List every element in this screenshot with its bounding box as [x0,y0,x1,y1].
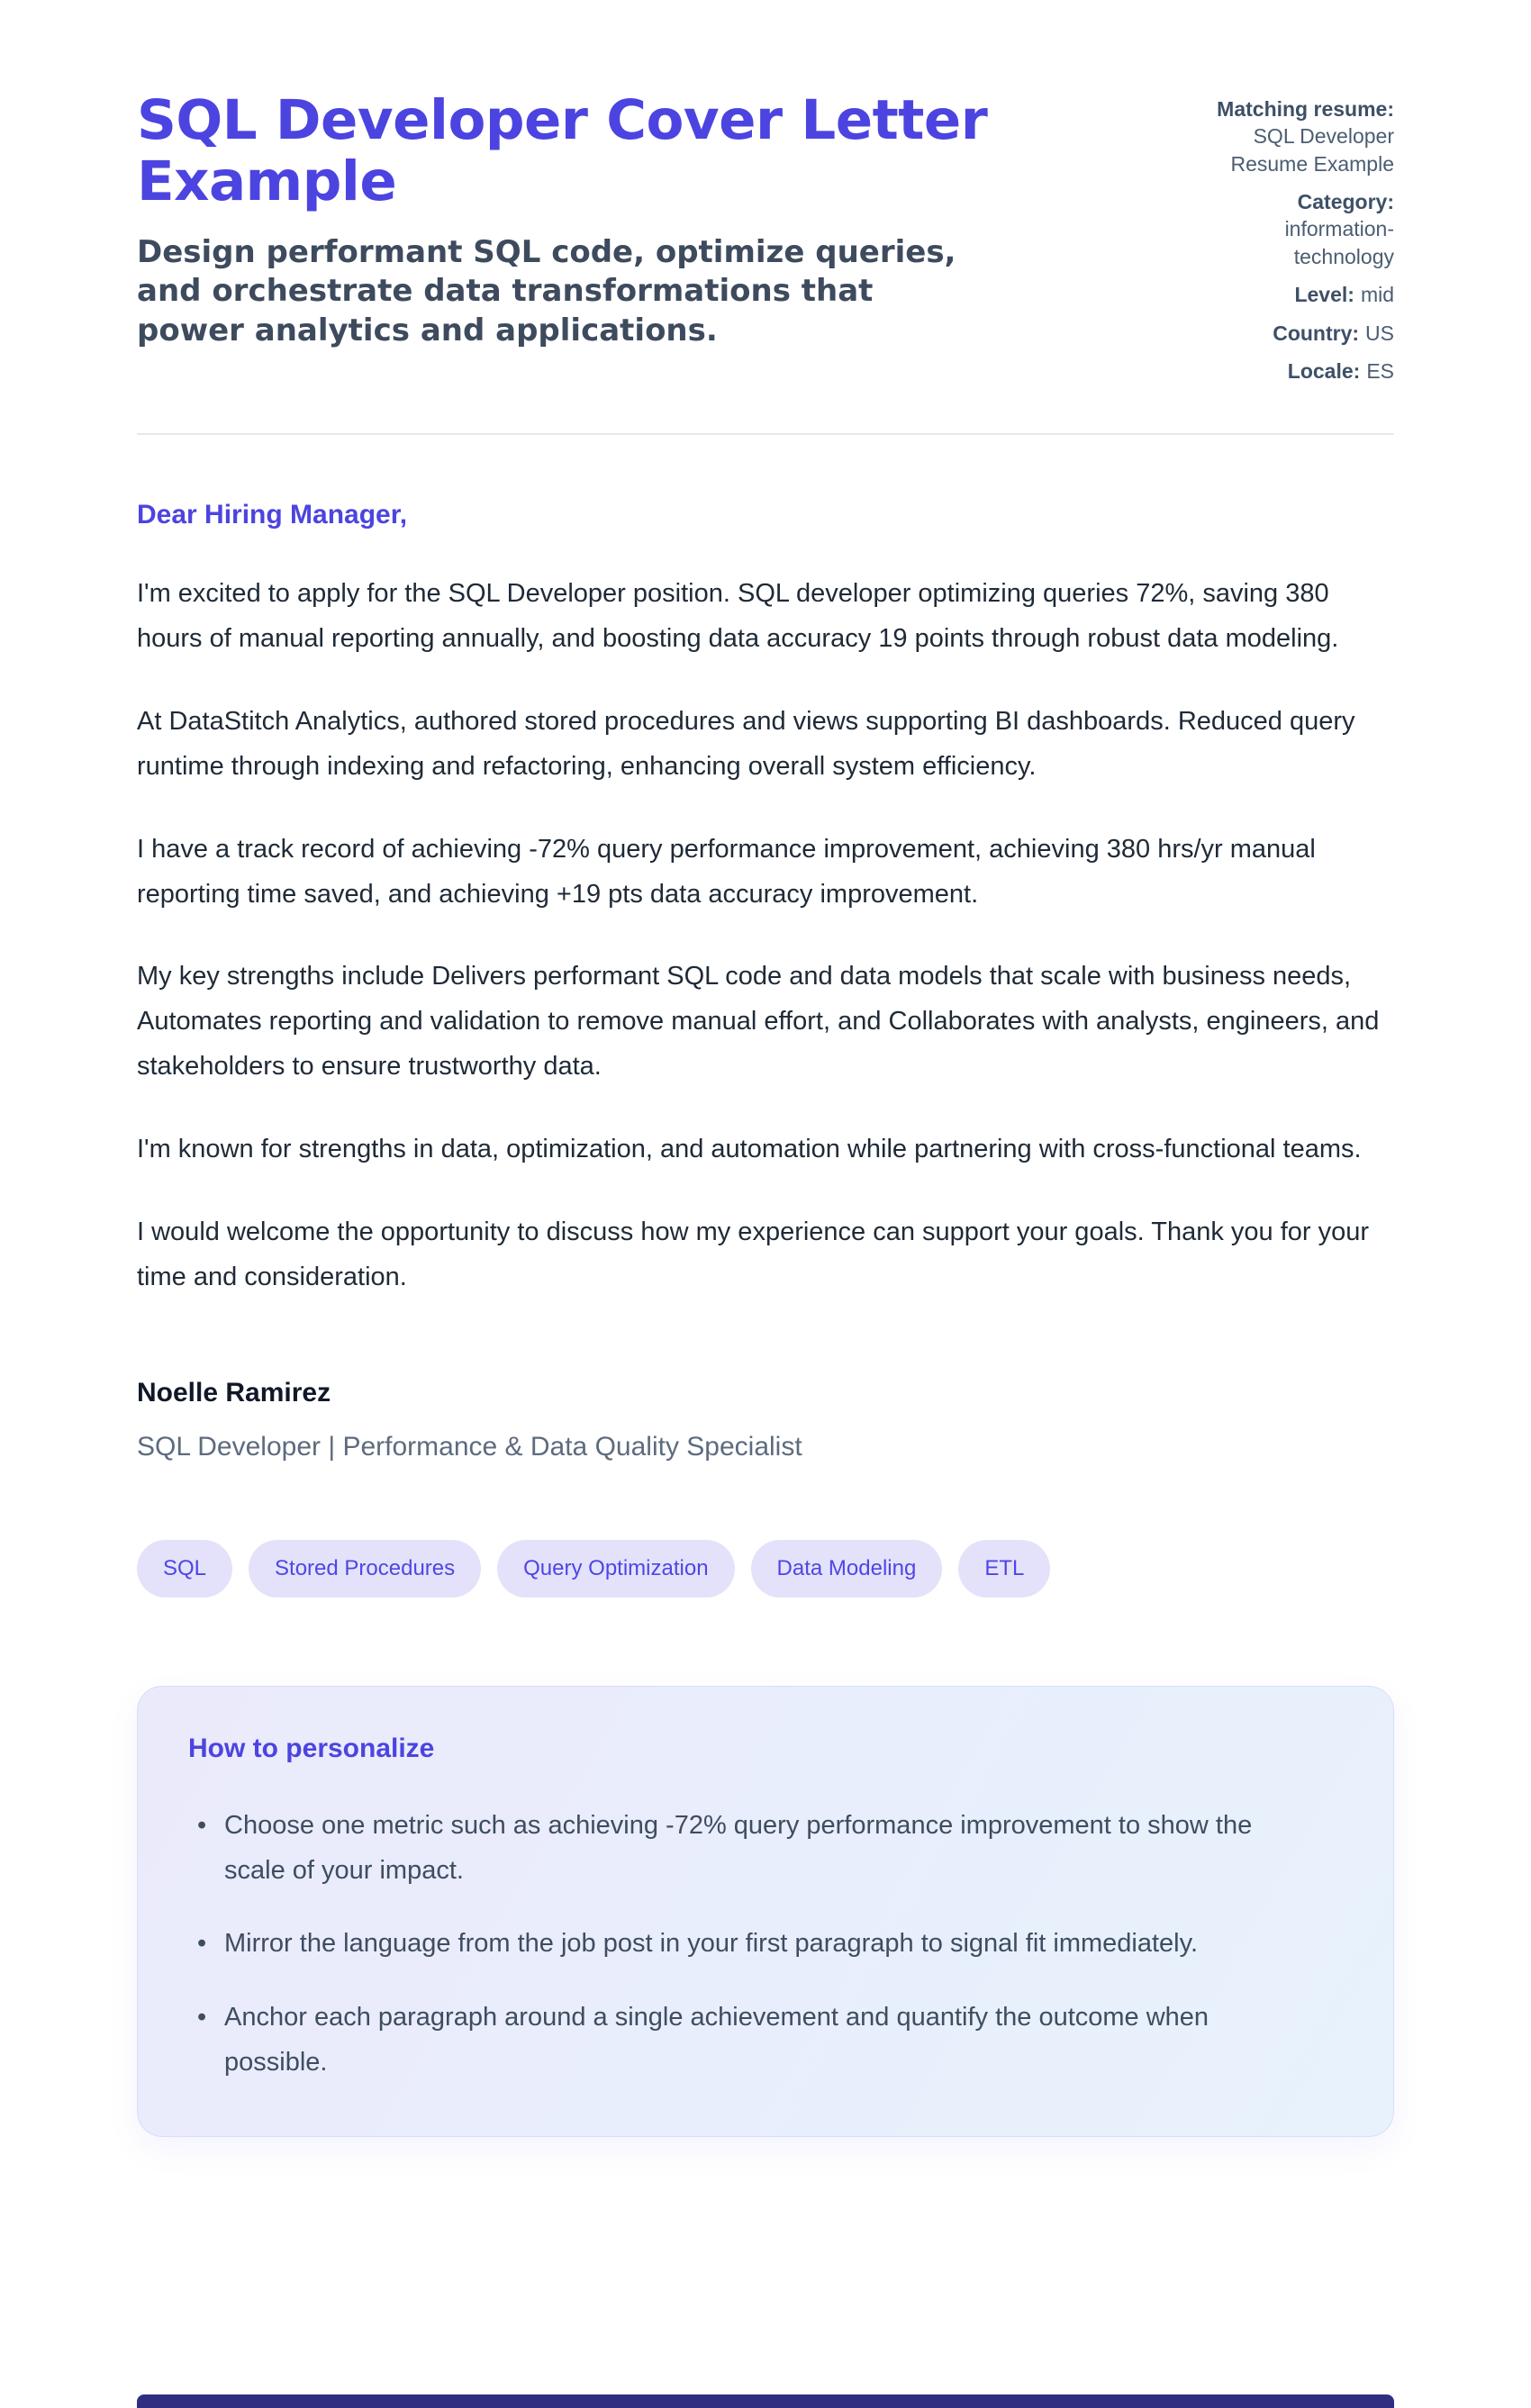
meta-value: mid [1360,283,1394,307]
letter-paragraph: I would welcome the opportunity to discuss how my experience can support your goals. Thank you for your time and consideration. [137,1217,1370,1291]
meta-label: Locale: [1287,358,1361,383]
letter-paragraph: I'm known for strengths in data, optimization, and automation while partnering with cross-functional teams. [137,1135,1362,1164]
meta-label: Country: [1273,321,1360,345]
personalize-card [137,1686,1394,2137]
meta-label: Category: [1297,190,1394,214]
meta-row [1198,95,1394,177]
skill-tag-list [137,1540,1394,1598]
skill-tag: Stored Procedures [249,1540,481,1598]
header-left [137,90,1162,350]
letter-paragraph: My key strengths include Delivers performant SQL code and data models that scale with business needs, Automates reporting and validation to remove manual effort, and Collaborates with analysts, engineers, and stakeholders to ensure trustworthy data. [137,962,1380,1082]
meta-value: US [1365,321,1394,345]
personalize-tip-list [188,1804,1287,2086]
signature-role: SQL Developer | Performance & Data Quality Specialist [137,1431,802,1462]
letter-paragraph: At DataStitch Analytics, authored stored procedures and views supporting BI dashboards. Reduced query runtime through indexing and refactoring, enhancing overall system efficiency. [137,706,1355,781]
skill-tag: ETL [958,1540,1050,1598]
letter-body [137,572,1394,1300]
meta-row [1198,188,1394,270]
meta-value: SQL Developer Resume Example [1230,124,1394,176]
personalize-tip: • Mirror the language from the job post in your first paragraph to signal fit immediately. [188,1922,1287,1967]
letter-paragraph: I have a track record of achieving -72% query performance improvement, achieving 380 hrs/yr manual reporting time saved, and achieving +19 pts data accuracy improvement. [137,834,1316,909]
meta-value: ES [1366,358,1394,383]
skill-tag: Data Modeling [751,1540,943,1598]
next-section-bar [137,2394,1394,2408]
meta-label: Matching resume: [1217,97,1394,121]
meta-row [1198,320,1394,347]
meta-stacked-group [1198,95,1394,270]
page-title-line-1: SQL Developer Cover Letter [137,88,988,152]
page-title [137,90,1162,213]
page-title-line-2: Example [137,149,397,214]
page-header [137,90,1394,395]
meta-row [1198,281,1394,308]
page-subtitle: Design performant SQL code, optimize queries, and orchestrate data transformations that power analytics and applications. [137,233,956,349]
meta-label: Level: [1294,283,1354,307]
personalize-tip: • Anchor each paragraph around a single achievement and quantify the outcome when possible. [188,1996,1287,2086]
signature-name: Noelle Ramirez [137,1377,331,1408]
meta-inline-group [1198,281,1394,385]
header-divider [137,433,1394,435]
meta-row [1198,358,1394,385]
letter-paragraph: I'm excited to apply for the SQL Developer position. SQL developer optimizing queries 72%, saving 380 hours of manual reporting annually, and boosting data accuracy 19 points through robust data modeling. [137,579,1339,654]
meta-value: information-technology [1284,217,1394,268]
salutation: Dear Hiring Manager, [137,500,408,530]
skill-tag: Query Optimization [497,1540,734,1598]
skill-tag: SQL [137,1540,232,1598]
resume-meta [1198,90,1394,395]
personalize-title: How to personalize [188,1733,435,1763]
signature-block [137,1378,1394,1462]
personalize-tip: • Choose one metric such as achieving -72% query performance improvement to show the scale of your impact. [188,1804,1287,1894]
